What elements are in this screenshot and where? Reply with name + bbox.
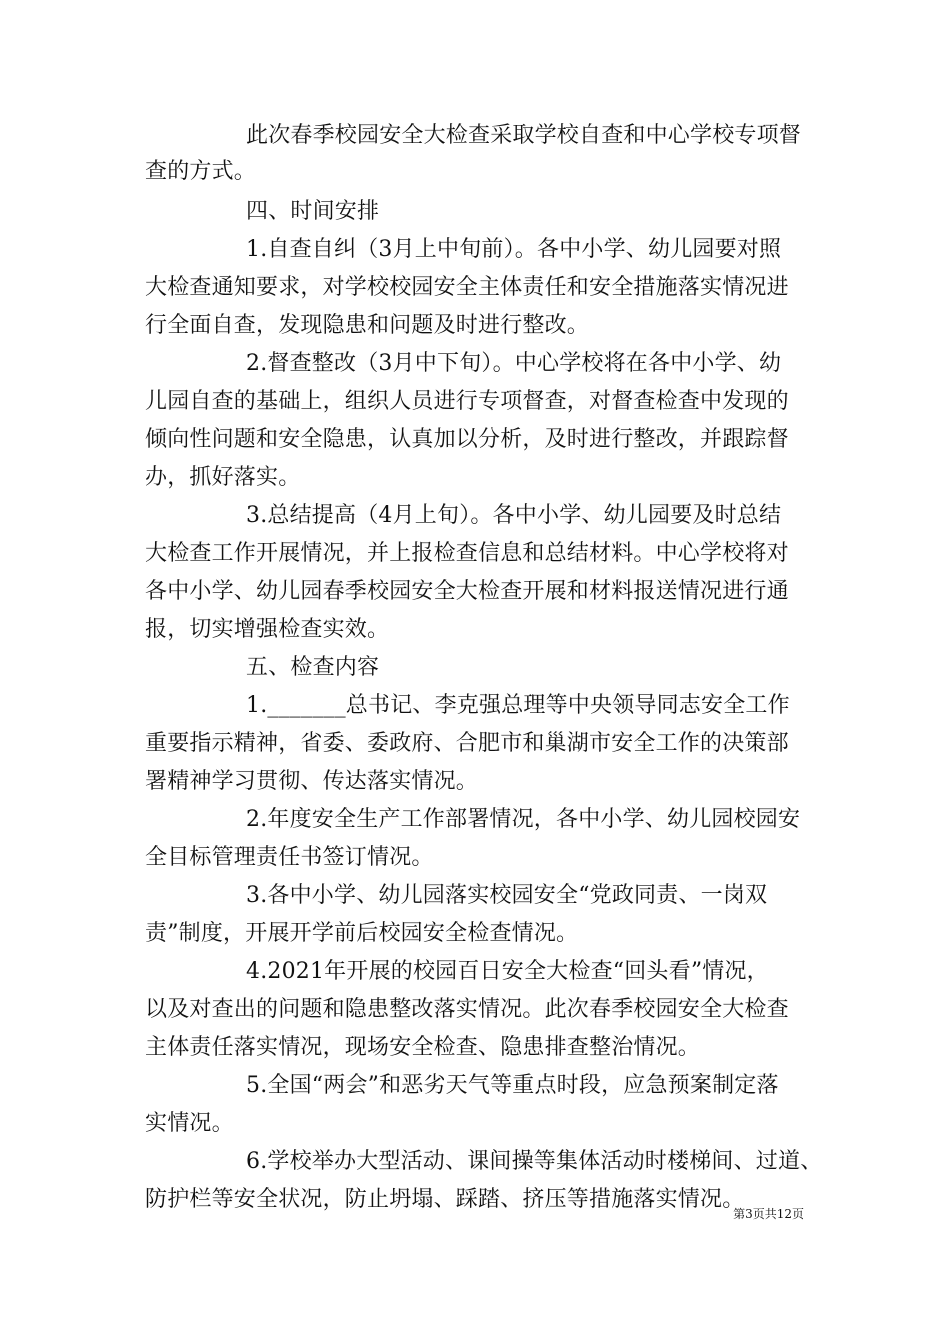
paragraph-line: 5.全国“两会”和恶劣天气等重点时段，应急预案制定落 xyxy=(246,1073,779,1098)
paragraph-line: 1._______总书记、李克强总理等中央领导同志安全工作 xyxy=(246,693,790,718)
paragraph-line: 大检查工作开展情况，并上报检查信息和总结材料。中心学校将对 xyxy=(145,541,789,566)
paragraph-line: 此次春季校园安全大检查采取学校自查和中心学校专项督 xyxy=(246,123,802,148)
section-heading: 四、时间安排 xyxy=(246,199,380,224)
paragraph-line: 2.督查整改（3月中下旬）。中心学校将在各中小学、幼 xyxy=(246,351,782,376)
paragraph-line: 报，切实增强检查实效。 xyxy=(145,617,390,642)
paragraph-line: 办，抓好落实。 xyxy=(145,465,301,490)
paragraph-line: 实情况。 xyxy=(145,1111,234,1136)
paragraph-line: 各中小学、幼儿园春季校园安全大检查开展和材料报送情况进行通 xyxy=(145,579,789,604)
paragraph-line: 查的方式。 xyxy=(145,159,257,184)
paragraph-line: 3.各中小学、幼儿园落实校园安全“党政同责、一岗双 xyxy=(246,883,768,908)
paragraph-line: 6.学校举办大型活动、课间操等集体活动时楼梯间、过道、 xyxy=(246,1149,823,1174)
paragraph-line: 主体责任落实情况，现场安全检查、隐患排查整治情况。 xyxy=(145,1035,701,1060)
paragraph-line: 4.2021年开展的校园百日安全大检查“回头看”情况， xyxy=(246,959,769,984)
paragraph-line: 1.自查自纠（3月上中旬前）。各中小学、幼儿园要对照 xyxy=(246,237,782,262)
paragraph-line: 2.年度安全生产工作部署情况，各中小学、幼儿园校园安 xyxy=(246,807,801,832)
section-heading: 五、检查内容 xyxy=(246,655,380,680)
paragraph-line: 倾向性问题和安全隐患，认真加以分析，及时进行整改，并跟踪督 xyxy=(145,427,789,452)
paragraph-line: 责”制度，开展开学前后校园安全检查情况。 xyxy=(145,921,579,946)
paragraph-line: 以及对查出的问题和隐患整改落实情况。此次春季校园安全大检查 xyxy=(145,997,789,1022)
paragraph-line: 儿园自查的基础上，组织人员进行专项督查，对督查检查中发现的 xyxy=(145,389,789,414)
paragraph-line: 重要指示精神，省委、委政府、合肥市和巢湖市安全工作的决策部 xyxy=(145,731,789,756)
page-number-footer: 第3页共12页 xyxy=(733,1207,804,1221)
paragraph-line: 行全面自查，发现隐患和问题及时进行整改。 xyxy=(145,313,590,338)
paragraph-line: 全目标管理责任书签订情况。 xyxy=(145,845,434,870)
paragraph-line: 防护栏等安全状况，防止坍塌、踩踏、挤压等措施落实情况。 xyxy=(145,1187,745,1212)
paragraph-line: 署精神学习贯彻、传达落实情况。 xyxy=(145,769,479,794)
paragraph-line: 大检查通知要求，对学校校园安全主体责任和安全措施落实情况进 xyxy=(145,275,789,300)
paragraph-line: 3.总结提高（4月上旬）。各中小学、幼儿园要及时总结 xyxy=(246,503,782,528)
